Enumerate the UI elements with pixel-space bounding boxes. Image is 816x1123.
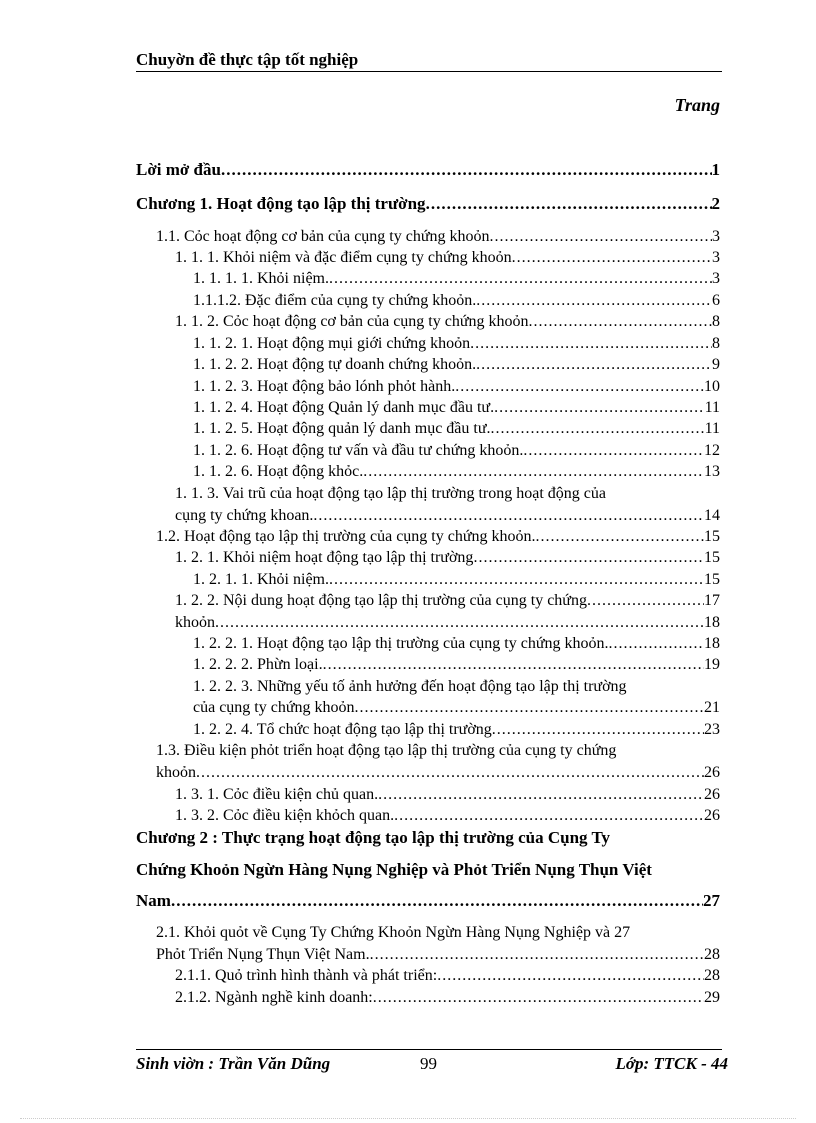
toc-entry: 2.1.1. Quỏ trình hình thành và phát triển: ..... 28 xyxy=(175,965,720,987)
toc-entry: 1. 1. 1. 1. Khỏi niệm. ..... 3 xyxy=(193,268,720,290)
toc-entry: 1. 2. 2. 2. Phừn loại. ..... 19 xyxy=(193,654,720,676)
toc-entry: 1. 2. 1. Khỏi niệm hoạt động tạo lập thị trường ..... 15 xyxy=(175,547,720,569)
toc-entry: 1.3. Điều kiện phỏt triển hoạt động tạo lập thị trường của cụng ty chứng xyxy=(156,742,617,759)
toc-entry: 1. 2. 2. 3. Những yếu tố ảnh hưởng đến hoạt động tạo lập thị trường xyxy=(193,678,627,695)
toc-entry: 1. 1. 2. 1. Hoạt động mụi giới chứng khoỏn ..... 8 xyxy=(193,333,720,355)
toc-entry: 1. 2. 1. 1. Khỏi niệm. ..... 15 xyxy=(193,569,720,591)
header-title: Chuyờn đề thực tập tốt nghiệp xyxy=(136,50,359,69)
footer-rule xyxy=(136,1049,722,1050)
toc-entry: 1. 3. 2. Cỏc điều kiện khỏch quan. ..... 26 xyxy=(175,805,720,827)
toc-entry: 1. 2. 2. 1. Hoạt động tạo lập thị trường của cụng ty chứng khoỏn. ..... 18 xyxy=(193,633,720,655)
toc-entry: 1. 1. 2. 4. Hoạt động Quản lý danh mục đầu tư. ..... 11 xyxy=(193,397,720,419)
toc-entry: 1.1.1.2. Đặc điểm của cụng ty chứng khoỏn. ..... 6 xyxy=(193,290,720,312)
toc-entry: 1. 2. 2. Nội dung hoạt động tạo lập thị trường của cụng ty chứng ..... 17 xyxy=(175,590,720,612)
toc-entry: 2.1.2. Ngành nghề kinh doanh: ..... 29 xyxy=(175,987,720,1009)
toc-entry: Chương 1. Hoạt động tạo lập thị trường ..... 2 xyxy=(136,193,720,215)
toc-entry: 1. 1. 2. 3. Hoạt động bảo lónh phỏt hành. ..... 10 xyxy=(193,376,720,398)
toc-entry: khoỏn ..... 18 xyxy=(175,612,720,634)
footer-page-number: 99 xyxy=(420,1054,437,1073)
toc-entry: Chương 2 : Thực trạng hoạt động tạo lập thị trường của Cụng Ty xyxy=(136,828,611,847)
toc-entry: 1. 1. 2. 2. Hoạt động tự doanh chứng khoỏn. ..... 9 xyxy=(193,354,720,376)
toc-entry: Lời mở đầu ..... 1 xyxy=(136,159,720,181)
toc-entry: 1.2. Hoạt động tạo lập thị trường của cụng ty chứng khoỏn. ..... 15 xyxy=(156,526,720,548)
page-column-label: Trang xyxy=(674,95,720,115)
toc-entry: Chứng Khoỏn Ngừn Hàng Nụng Nghiệp và Phỏt Triển Nụng Thụn Việt xyxy=(136,860,652,879)
toc-entry: 1. 3. 1. Cỏc điều kiện chủ quan. ..... 26 xyxy=(175,784,720,806)
footer-class: Lớp: TTCK - 44 xyxy=(615,1054,728,1073)
toc-entry: 1.1. Cỏc hoạt động cơ bản của cụng ty chứng khoỏn ..... 3 xyxy=(156,226,720,248)
toc-entry: 2.1. Khỏi quỏt về Cụng Ty Chứng Khoỏn Ngừn Hàng Nụng Nghiệp và 27 xyxy=(156,924,631,941)
toc-entry: cụng ty chứng khoan. ..... 14 xyxy=(175,505,720,527)
page-bottom-edge xyxy=(20,1118,796,1119)
toc-entry: 1. 1. 2. 6. Hoạt động khỏc. ..... 13 xyxy=(193,461,720,483)
toc-entry: 1. 2. 2. 4. Tổ chức hoạt động tạo lập thị trường ..... 23 xyxy=(193,719,720,741)
toc-entry: của cụng ty chứng khoỏn ..... 21 xyxy=(193,697,720,719)
footer-student: Sinh viờn : Trần Văn Dũng xyxy=(136,1054,331,1073)
toc-entry: Phỏt Triển Nụng Thụn Việt Nam. ..... 28 xyxy=(156,944,720,966)
toc-entry: khoỏn ..... 26 xyxy=(156,762,720,784)
toc-entry: 1. 1. 3. Vai trũ của hoạt động tạo lập thị trường trong hoạt động của xyxy=(175,485,606,502)
toc-entry: 1. 1. 2. 6. Hoạt động tư vấn và đầu tư chứng khoỏn. ..... 12 xyxy=(193,440,720,462)
toc-entry: 1. 1. 2. Cỏc hoạt động cơ bản của cụng ty chứng khoỏn ..... 8 xyxy=(175,311,720,333)
toc-entry: Nam ..... 27 xyxy=(136,890,720,912)
toc-entry: 1. 1. 1. Khỏi niệm và đặc điểm cụng ty chứng khoỏn ..... 3 xyxy=(175,247,720,269)
toc-entry: 1. 1. 2. 5. Hoạt động quản lý danh mục đầu tư. ..... 11 xyxy=(193,418,720,440)
